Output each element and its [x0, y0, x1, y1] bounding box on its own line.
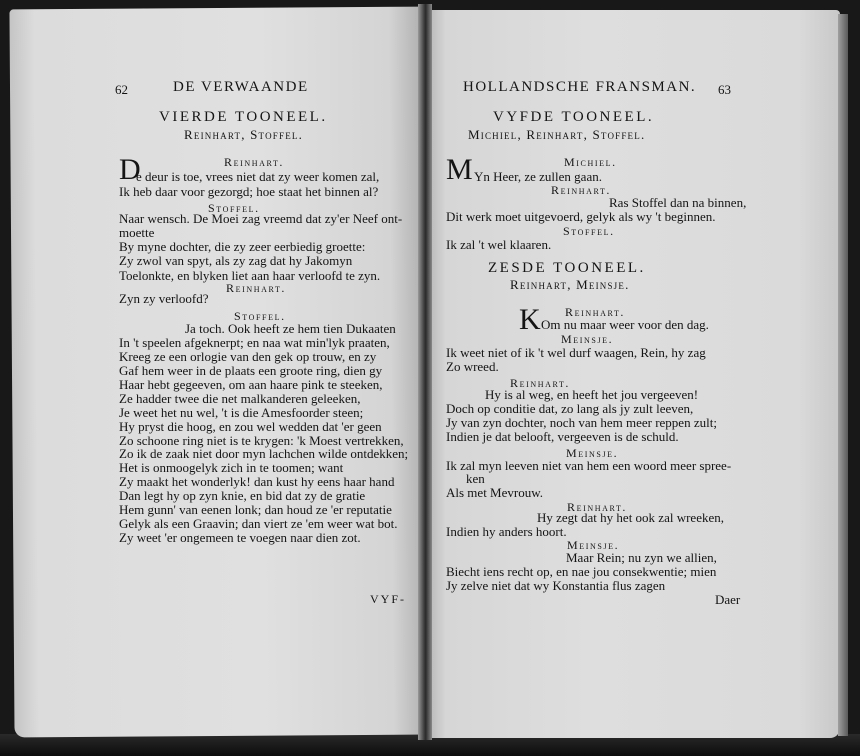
verse-line: Hy zegt dat hy het ook zal wreeken,	[537, 510, 724, 525]
drop-initial: D	[119, 153, 141, 186]
speaker-name: Stoffel.	[234, 309, 286, 323]
verse-line: ken	[466, 471, 485, 486]
verse-line: Dit werk moet uitgevoerd, gelyk als wy 't beginnen.	[446, 209, 716, 224]
verse-line: Zo wreed.	[446, 359, 499, 374]
speaker-name: Reinhart.	[224, 155, 285, 169]
drop-initial: M	[446, 153, 473, 186]
speaker-name: Stoffel.	[208, 201, 260, 215]
verse-line: Het is onmoogelyk zich in te toomen; want	[119, 460, 344, 475]
speaker-name: Reinhart.	[226, 281, 287, 295]
verse-line: Jy van zyn dochter, noch van hem meer reppen zult;	[446, 415, 717, 430]
verse-line: Gelyk als een Graavin; dan viert ze 'em weer wat bot.	[119, 516, 398, 531]
verse-line: Zy zwol van spyt, als zy zag dat hy Jakomyn	[119, 253, 353, 268]
verse-line: Ik zal myn leeven niet van hem een woord meer spree-	[446, 458, 732, 473]
verse-line: Ik weet niet of ik 't wel durf waagen, Rein, hy zag	[446, 345, 706, 360]
catchword: VYF-	[370, 592, 407, 606]
verse-line: Indien je dat belooft, vergeeven is de schuld.	[446, 429, 679, 444]
verse-line: Zy weet 'er ongemeen te voegen naar dien zot.	[119, 530, 361, 545]
scene-title: VIERDE TOONEEL.	[159, 109, 328, 125]
page-number: 63	[718, 82, 731, 97]
speaker-name: Meinsje.	[566, 446, 619, 460]
speaker-name: Reinhart.	[551, 183, 612, 197]
verse-line: Indien hy anders hoort.	[446, 524, 567, 539]
verse-line: Hem gunn' van eenen lonk; dan houd ze 'er reputatie	[119, 502, 392, 517]
speaker-name: Meinsje.	[561, 332, 614, 346]
verse-line: Maar Rein; nu zyn we allien,	[566, 550, 717, 565]
verse-line: moette	[119, 225, 155, 240]
verse-line: Gaf hem weer in de plaats een groote ring, dien gy	[119, 363, 383, 378]
verse-line: Yn Heer, ze zullen gaan.	[474, 169, 602, 184]
scene-characters: Michiel, Reinhart, Stoffel.	[468, 127, 646, 142]
verse-line: e deur is toe, vrees niet dat zy weer komen zal,	[136, 169, 380, 184]
verse-line: Ja toch. Ook heeft ze hem tien Dukaaten	[185, 321, 396, 336]
verse-line: Ik heb daar voor gezorgd; hoe staat het binnen al?	[119, 184, 379, 199]
verse-line: Naar wensch. De Moei zag vreemd dat zy'er Neef ont-	[119, 211, 403, 226]
speaker-name: Reinhart.	[567, 500, 628, 514]
speaker-name: Stoffel.	[563, 224, 615, 238]
verse-line: Ik zal 't wel klaaren.	[446, 237, 552, 252]
verse-line: In 't speelen afgeknerpt; en naa wat min'lyk praaten,	[119, 335, 390, 350]
book-gutter	[418, 4, 432, 740]
speaker-name: Meinsje.	[567, 538, 620, 552]
verse-line: Hy is al weg, en heeft het jou vergeeven!	[485, 387, 699, 402]
catchword: Daer	[715, 592, 741, 607]
verse-line: By myne dochter, die zy zeer eerbiedig groette:	[119, 239, 366, 254]
verse-line: Zyn zy verloofd?	[119, 291, 209, 306]
verse-line: Doch op conditie dat, zo lang als jy zult leeven,	[446, 401, 694, 416]
page-number: 62	[115, 82, 128, 97]
verse-line: Jy zelve niet dat wy Konstantia flus zagen	[446, 578, 666, 593]
verse-line: Ze hadder twee die net malkanderen geleeken,	[119, 391, 361, 406]
scene-title: ZESDE TOONEEL.	[488, 260, 646, 276]
verse-line: Ras Stoffel dan na binnen,	[609, 195, 747, 210]
speaker-name: Michiel.	[564, 155, 617, 169]
verse-line: Haar hebt gegeeven, om aan haare pink te steeken,	[119, 377, 383, 392]
verse-line: Zy maakt het wonderlyk! dan kust hy eens haar hand	[119, 474, 395, 489]
verse-line: Toelonkte, en blyken liet aan haar verloofd te zyn.	[119, 268, 381, 283]
scene-characters: Reinhart, Stoffel.	[184, 127, 304, 142]
running-head: HOLLANDSCHE FRANSMAN.	[463, 79, 697, 95]
verse-line: Om nu maar weer voor den dag.	[541, 317, 709, 332]
scene-characters: Reinhart, Meinsje.	[510, 277, 630, 292]
page-edge	[838, 14, 848, 736]
running-head: DE VERWAANDE	[173, 79, 309, 95]
verse-line: Biecht iens recht op, en nae jou consekwentie; mien	[446, 564, 717, 579]
verse-line: Zo schoone ring niet is te krygen: 'k Moest vertrekken,	[119, 433, 404, 448]
verse-line: Kreeg ze een orlogie van den gek op trouw, en zy	[119, 349, 377, 364]
scene-title: VYFDE TOONEEL.	[493, 109, 655, 125]
verse-line: Zo ik de zaak niet door myn lachchen wilde ontdekken;	[119, 446, 409, 461]
speaker-name: Reinhart.	[565, 305, 626, 319]
drop-initial: K	[519, 303, 541, 336]
verse-line: Dan legt hy op zyn knie, en bid dat zy de gratie	[119, 488, 366, 503]
verse-line: Je weet het nu wel, 't is die Amesfoorder steen;	[119, 405, 364, 420]
verse-line: Als met Mevrouw.	[446, 485, 544, 500]
speaker-name: Reinhart.	[510, 376, 571, 390]
verse-line: Hy pryst die hoog, en zou wel wedden dat 'er geen	[119, 419, 382, 434]
